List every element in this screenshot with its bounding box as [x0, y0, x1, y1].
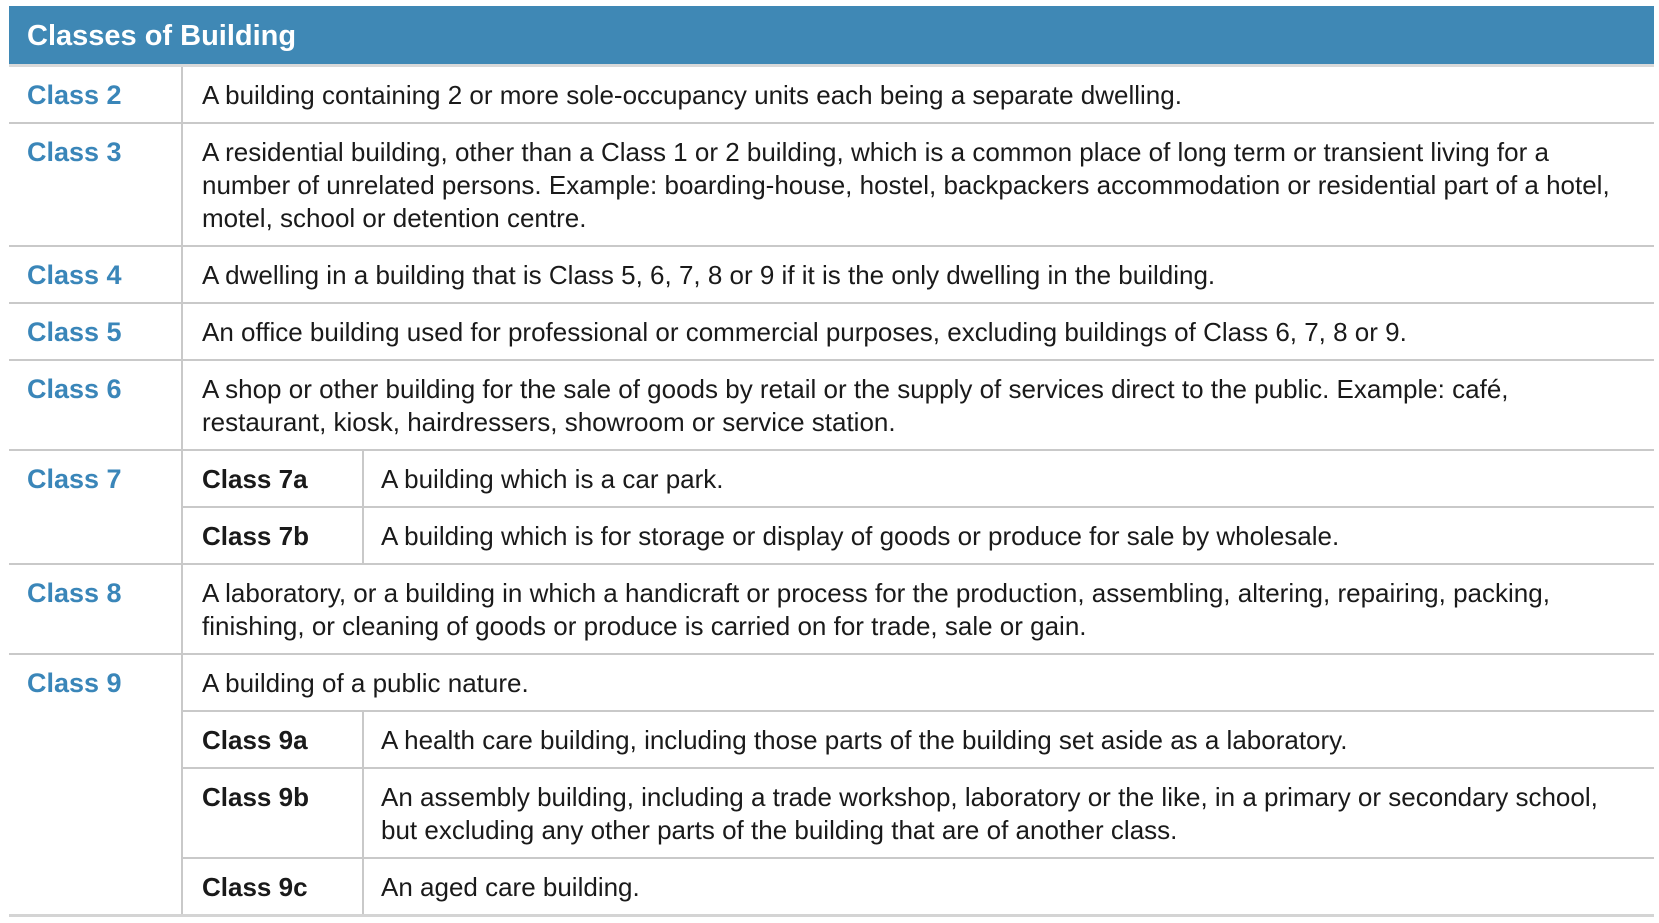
- class-label: Class 9: [9, 655, 183, 914]
- subclass-description: A building which is for storage or display of goods or produce for sale by wholesale.: [381, 521, 1340, 551]
- subclass-description: A building which is a car park.: [381, 464, 724, 494]
- table-title: Classes of Building: [9, 6, 1654, 67]
- class-label: Class 3: [9, 124, 183, 245]
- building-classes-table: [9, 6, 1654, 917]
- subclass-description: An aged care building.: [381, 872, 640, 902]
- subclass-group: [183, 451, 1654, 563]
- subclass-row-9c: [183, 859, 1654, 914]
- class-description: A residential building, other than a Class 1 or 2 building, which is a common place of long term or transient living for a number of unrelated persons. Example: boarding-house, hostel, backpackers accommodation or residential part of a hotel, motel, school or detention centre.: [202, 137, 1610, 233]
- class-label: Class 2: [9, 67, 183, 122]
- class-label: Class 8: [9, 565, 183, 653]
- subclass-label: Class 9a: [183, 712, 364, 767]
- table-row-class-3: [9, 124, 1654, 247]
- subclass-description: A health care building, including those parts of the building set aside as a laboratory.: [381, 725, 1348, 755]
- subclass-label: Class 7a: [183, 451, 364, 506]
- subclass-description: An assembly building, including a trade workshop, laboratory or the like, in a primary or secondary school, but excluding any other parts of the building that are of another class.: [381, 782, 1598, 845]
- subclass-row-9a: [183, 712, 1654, 769]
- table-row-class-5: [9, 304, 1654, 361]
- table-row-class-2: [9, 67, 1654, 124]
- subclass-row-7a: [183, 451, 1654, 508]
- class-description: An office building used for professional or commercial purposes, excluding buildings of Class 6, 7, 8 or 9.: [202, 317, 1407, 347]
- subclass-label: Class 9b: [183, 769, 364, 857]
- table-row-class-7: [9, 451, 1654, 565]
- class-label: Class 4: [9, 247, 183, 302]
- class-description: A dwelling in a building that is Class 5, 6, 7, 8 or 9 if it is the only dwelling in the building.: [202, 260, 1216, 290]
- class-label: Class 7: [9, 451, 183, 563]
- subclass-label: Class 9c: [183, 859, 364, 914]
- class-label: Class 5: [9, 304, 183, 359]
- class-9-general-row: [183, 655, 1654, 712]
- class-label: Class 6: [9, 361, 183, 449]
- class-description: A building of a public nature.: [202, 668, 529, 698]
- table-row-class-6: [9, 361, 1654, 451]
- subclass-row-9b: [183, 769, 1654, 859]
- subclass-group: [183, 655, 1654, 914]
- class-description: A building containing 2 or more sole-occupancy units each being a separate dwelling.: [202, 80, 1182, 110]
- table-row-class-8: [9, 565, 1654, 655]
- subclass-row-7b: [183, 508, 1654, 563]
- table-row-class-9: [9, 655, 1654, 917]
- table-row-class-4: [9, 247, 1654, 304]
- class-description: A laboratory, or a building in which a handicraft or process for the production, assembling, altering, repairing, packing, finishing, or cleaning of goods or produce is carried on for trade, sale or gain.: [202, 578, 1550, 641]
- subclass-label: Class 7b: [183, 508, 364, 563]
- class-description: A shop or other building for the sale of goods by retail or the supply of services direct to the public. Example: café, restaurant, kiosk, hairdressers, showroom or service station.: [202, 374, 1509, 437]
